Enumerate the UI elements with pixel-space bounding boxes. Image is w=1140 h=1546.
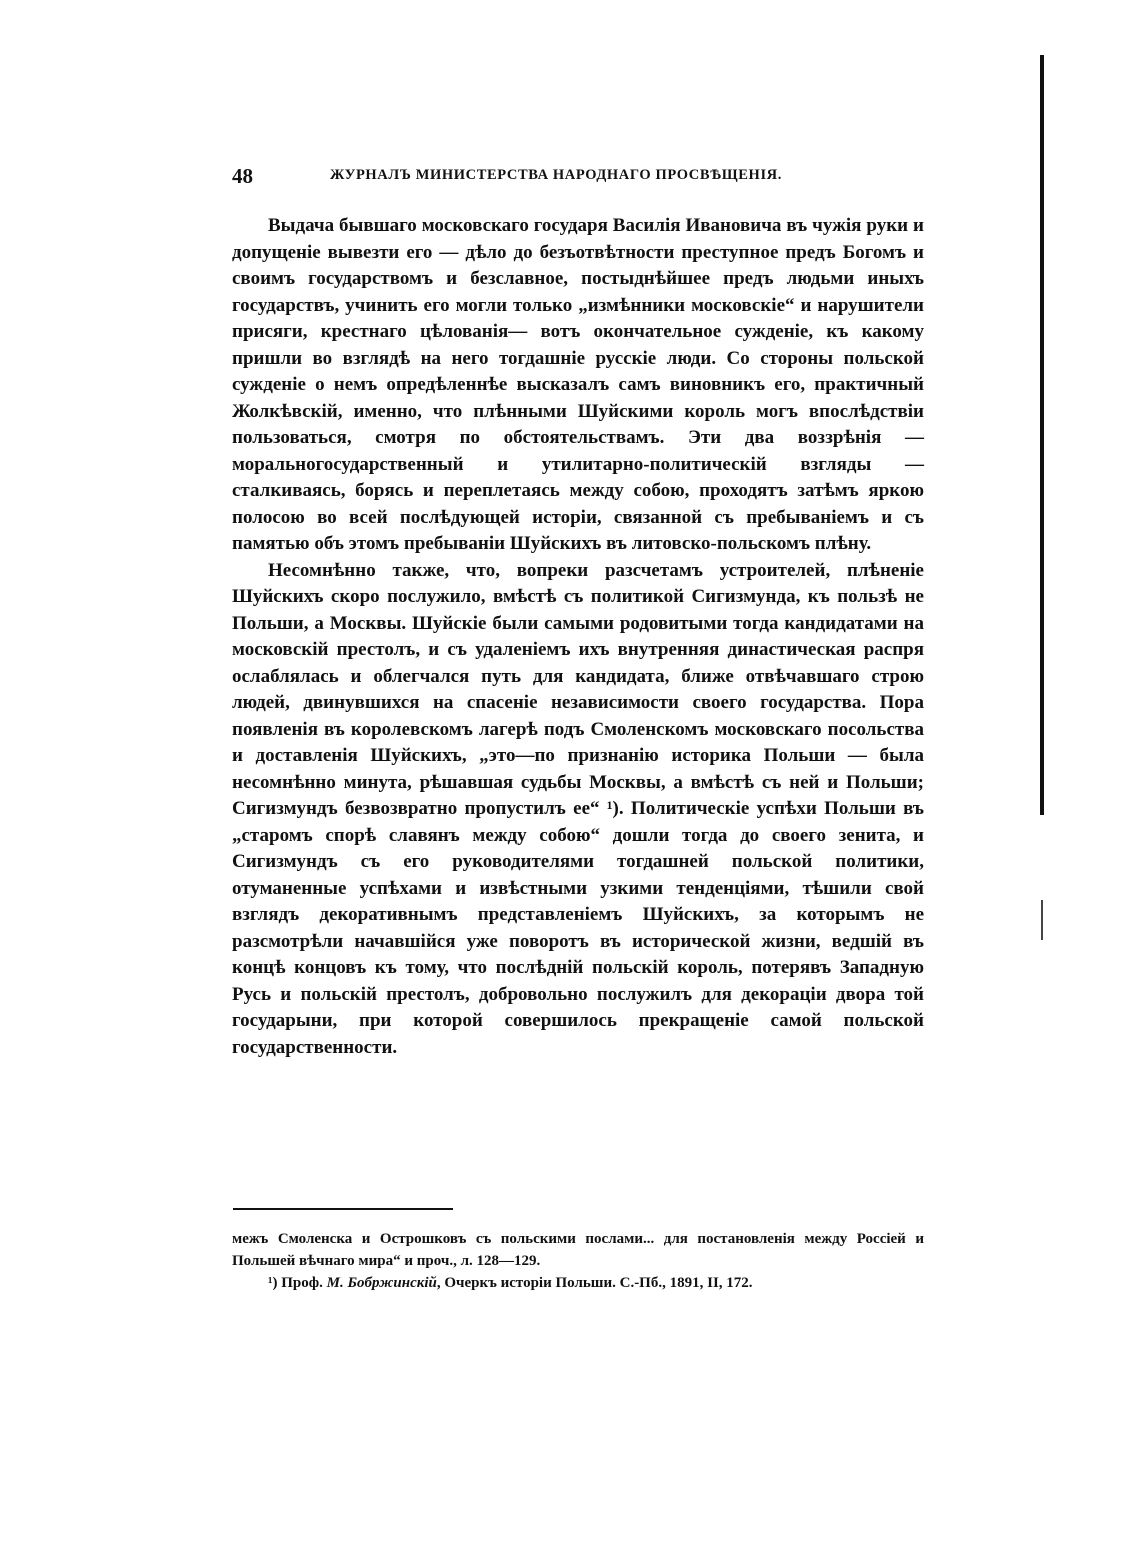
page-header <box>232 164 924 194</box>
footnote-1 <box>232 1272 924 1294</box>
paragraph-2: Несомнѣнно также, что, вопреки разсчетамъ устроителей, плѣненіе Шуйскихъ скоро послужило, вмѣстѣ съ политикой Сигизмунда, къ пользѣ не Польши, а Москвы. Шуйскіе были самыми родовитыми тогда кандидатами на московскій престолъ, и съ удаленіемъ ихъ внутренняя династическая распря ослаблялась и облегчался путь для кандидата, ближе отвѣчавшаго строю людей, двинувшихся на спасеніе независимости своего государства. Пора появленія въ королевскомъ лагерѣ подъ Смоленскомъ московскаго посольства и доставленія Шуйскихъ, „это—по признанію историка Польши — была несомнѣнно минута, рѣшавшая судьбы Москвы, а вмѣстѣ съ ней и Польши; Сигизмундъ безвозвратно пропустилъ ее“ ¹). Политическіе успѣхи Польши въ „старомъ спорѣ славянъ между собою“ дошли тогда до своего зенита, и Сигизмундъ съ его руководителями тогдашней польской политики, отуманенные успѣхами и извѣстными узкими тенденціями, тѣшили свой взглядъ декоративнымъ представленіемъ Шуйскихъ, за которымъ не разсмотрѣли начавшійся уже поворотъ въ исторической жизни, ведшій въ концѣ концовъ къ тому, что послѣдній польскій король, потерявъ Западную Русь и польскій престолъ, добровольно послужилъ для декораціи двора той государыни, при которой совершилось прекращеніе самой польской государственности. <box>232 559 924 1058</box>
footnote-1-rest: , Очеркъ исторіи Польши. С.-Пб., 1891, II, 172. <box>436 1275 753 1291</box>
footnote-1-prefix: ¹) Проф. <box>268 1275 327 1291</box>
running-head: ЖУРНАЛЪ МИНИСТЕРСТВА НАРОДНАГО ПРОСВѢЩЕНІЯ. <box>330 167 782 183</box>
paragraph-1: Выдача бывшаго московскаго государя Василія Ивановича въ чужія руки и допущеніе вывезти его — дѣло до безъотвѣтности преступное предъ Богомъ и своимъ государствомъ и безславное, постыднѣйшее предъ людьми иныхъ государствъ, учинить его могли только „измѣнники московскіе“ и нарушители присяги, крестнаго цѣлованія— вотъ окончательное сужденіе, къ какому пришли во взглядѣ на него тогдашніе русскіе люди. Со стороны польской сужденіе о немъ опредѣленнѣе высказалъ самъ виновникъ его, практичный Жолкѣвскій, именно, что плѣнными Шуйскими король могъ впослѣдствіи пользоваться, смотря по обстоятельствамъ. Эти два воззрѣнія — моральногосударственный и утилитарно-политическій взгляды — сталкиваясь, борясь и переплетаясь между собою, проходятъ затѣмъ яркою полосою во всей послѣдующей исторіи, связанной съ пребываніемъ и съ памятью объ этомъ пребываніи Шуйскихъ въ литовско-польскомъ плѣну. <box>232 215 924 554</box>
footnote-1-author: М. Бобржинскій <box>326 1275 437 1291</box>
footnotes <box>232 1228 924 1294</box>
footnote-continuation: межъ Смоленска и Острошковъ съ польскими послами... для постановленія между Россіей и Польшей вѣчнаго мира“ и проч., л. 128—129. <box>232 1231 924 1269</box>
scan-edge-mark <box>1041 900 1043 940</box>
body-text <box>232 213 924 1061</box>
page-number: 48 <box>232 164 253 188</box>
footnote-rule <box>233 1208 453 1210</box>
scan-edge-line <box>1040 55 1044 815</box>
